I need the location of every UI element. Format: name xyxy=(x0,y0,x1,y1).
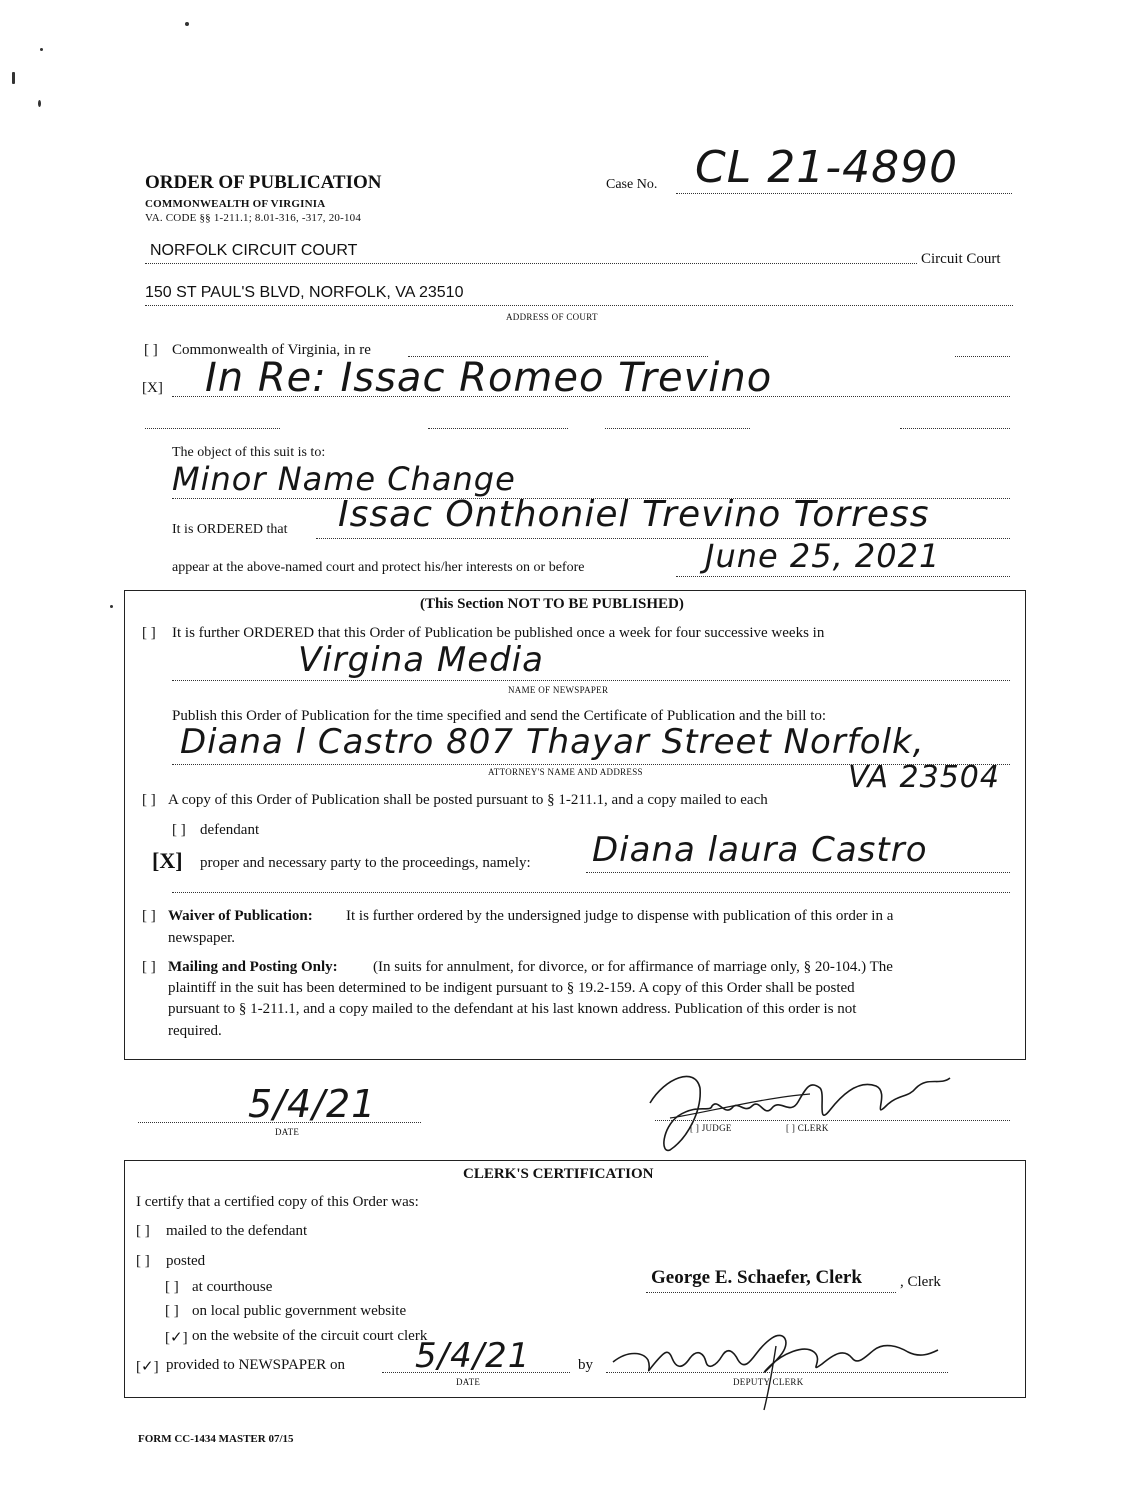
form-number: FORM CC-1434 MASTER 07/15 xyxy=(138,1433,294,1445)
scan-speck xyxy=(40,48,43,51)
commonwealth-checkbox[interactable]: [ ] xyxy=(144,342,158,358)
clerk-suffix: , Clerk xyxy=(900,1274,941,1290)
newspaper-checkbox[interactable]: [✓] xyxy=(136,1359,159,1375)
object-value: Minor Name Change xyxy=(172,460,516,498)
mailed-checkbox[interactable]: [ ] xyxy=(136,1223,150,1239)
attorney-label: ATTORNEY'S NAME AND ADDRESS xyxy=(488,767,643,777)
waiver-checkbox[interactable]: [ ] xyxy=(142,908,156,924)
deputy-clerk-label: DEPUTY CLERK xyxy=(733,1377,804,1387)
publish-text: It is further ORDERED that this Order of Publication be published once a week for four successive weeks in xyxy=(172,625,825,641)
object-label: The object of this suit is to: xyxy=(172,445,326,460)
courthouse-label: at courthouse xyxy=(192,1279,273,1295)
mailed-label: mailed to the defendant xyxy=(166,1223,308,1239)
deputy-clerk-signature xyxy=(608,1312,948,1412)
form-title: ORDER OF PUBLICATION xyxy=(145,172,382,193)
clerk-cert-intro: I certify that a certified copy of this Order was: xyxy=(136,1194,419,1210)
attorney-address-line2: VA 23504 xyxy=(848,760,1000,795)
mailing-text: (In suits for annulment, for divorce, or for affirmance of marriage only, § 20-104.) The xyxy=(373,959,893,975)
copy-text: A copy of this Order of Publication shall be posted pursuant to § 1-211.1, and a copy mailed to each xyxy=(168,792,768,808)
scan-speck xyxy=(185,22,189,26)
judge-option: [ ] JUDGE xyxy=(690,1123,732,1133)
clerk-website-label: on the website of the circuit court clerk xyxy=(192,1328,428,1344)
order-date: 5/4/21 xyxy=(248,1082,377,1126)
newspaper-label: NAME OF NEWSPAPER xyxy=(508,685,609,695)
case-label: Case No. xyxy=(606,177,658,192)
by-label: by xyxy=(578,1357,593,1373)
court-name: NORFOLK CIRCUIT COURT xyxy=(150,242,358,259)
clerk-option: [ ] CLERK xyxy=(786,1123,829,1133)
clerk-website-checkbox[interactable]: [✓] xyxy=(165,1330,188,1346)
mailing-text-3: pursuant to § 1-211.1, and a copy mailed to the defendant at his last known address. Publication of this order is not xyxy=(168,1001,857,1017)
mailing-title: Mailing and Posting Only: xyxy=(168,959,338,975)
inre-checkbox[interactable]: [X] xyxy=(142,380,163,396)
court-suffix: Circuit Court xyxy=(921,251,1001,267)
waiver-text: It is further ordered by the undersigned judge to dispense with publication of this order in a xyxy=(346,908,894,924)
defendant-label: defendant xyxy=(200,822,260,838)
waiver-title: Waiver of Publication: xyxy=(168,908,313,924)
form-code: VA. CODE §§ 1-211.1; 8.01-316, -317, 20-104 xyxy=(145,212,362,224)
local-website-checkbox[interactable]: [ ] xyxy=(165,1303,179,1319)
ordered-name: Issac Onthoniel Trevino Torress xyxy=(338,494,930,535)
case-number: CL 21-4890 xyxy=(695,142,959,193)
mailing-checkbox[interactable]: [ ] xyxy=(142,959,156,975)
party-name: Diana laura Castro xyxy=(592,830,928,870)
provided-date: 5/4/21 xyxy=(415,1336,531,1376)
commonwealth-label: Commonwealth of Virginia, in re xyxy=(172,342,371,358)
waiver-text-2: newspaper. xyxy=(168,930,236,946)
attorney-address: Diana l Castro 807 Thayar Street Norfolk, xyxy=(180,722,925,762)
clerk-name: George E. Schaefer, Clerk xyxy=(651,1267,862,1288)
defendant-checkbox[interactable]: [ ] xyxy=(172,822,186,838)
judge-signature xyxy=(640,1058,960,1156)
scan-speck xyxy=(12,72,15,84)
send-text: Publish this Order of Publication for the time specified and send the Certificate of Publication and the bill to: xyxy=(172,708,827,724)
ordered-label: It is ORDERED that xyxy=(172,522,288,537)
appear-label: appear at the above-named court and protect his/her interests on or before xyxy=(172,560,585,575)
local-website-label: on local public government website xyxy=(192,1303,407,1319)
copy-checkbox[interactable]: [ ] xyxy=(142,792,156,808)
court-address: 150 ST PAUL'S BLVD, NORFOLK, VA 23510 xyxy=(145,284,464,301)
inre-name: In Re: Issac Romeo Trevino xyxy=(205,355,773,401)
provided-date-label: DATE xyxy=(456,1377,481,1387)
party-checkbox[interactable]: [X] xyxy=(152,848,183,873)
publish-checkbox[interactable]: [ ] xyxy=(142,625,156,641)
form-subtitle: COMMONWEALTH OF VIRGINIA xyxy=(145,198,326,210)
newspaper-provided-label: provided to NEWSPAPER on xyxy=(166,1357,346,1373)
posted-checkbox[interactable]: [ ] xyxy=(136,1253,150,1269)
newspaper-name: Virgina Media xyxy=(298,640,545,680)
order-date-label: DATE xyxy=(275,1127,300,1137)
mailing-text-2: plaintiff in the suit has been determined to be indigent pursuant to § 19.2-159. A copy of this Order shall be posted xyxy=(168,980,855,996)
clerk-cert-heading: CLERK'S CERTIFICATION xyxy=(463,1166,654,1182)
address-label: ADDRESS OF COURT xyxy=(506,312,598,322)
mailing-text-4: required. xyxy=(168,1023,222,1039)
appear-date: June 25, 2021 xyxy=(705,537,941,575)
posted-label: posted xyxy=(166,1253,206,1269)
scan-speck xyxy=(110,605,113,608)
scan-speck xyxy=(38,100,41,107)
courthouse-checkbox[interactable]: [ ] xyxy=(165,1279,179,1295)
party-text: proper and necessary party to the proceedings, namely: xyxy=(200,855,531,871)
not-published-heading: (This Section NOT TO BE PUBLISHED) xyxy=(420,596,684,612)
